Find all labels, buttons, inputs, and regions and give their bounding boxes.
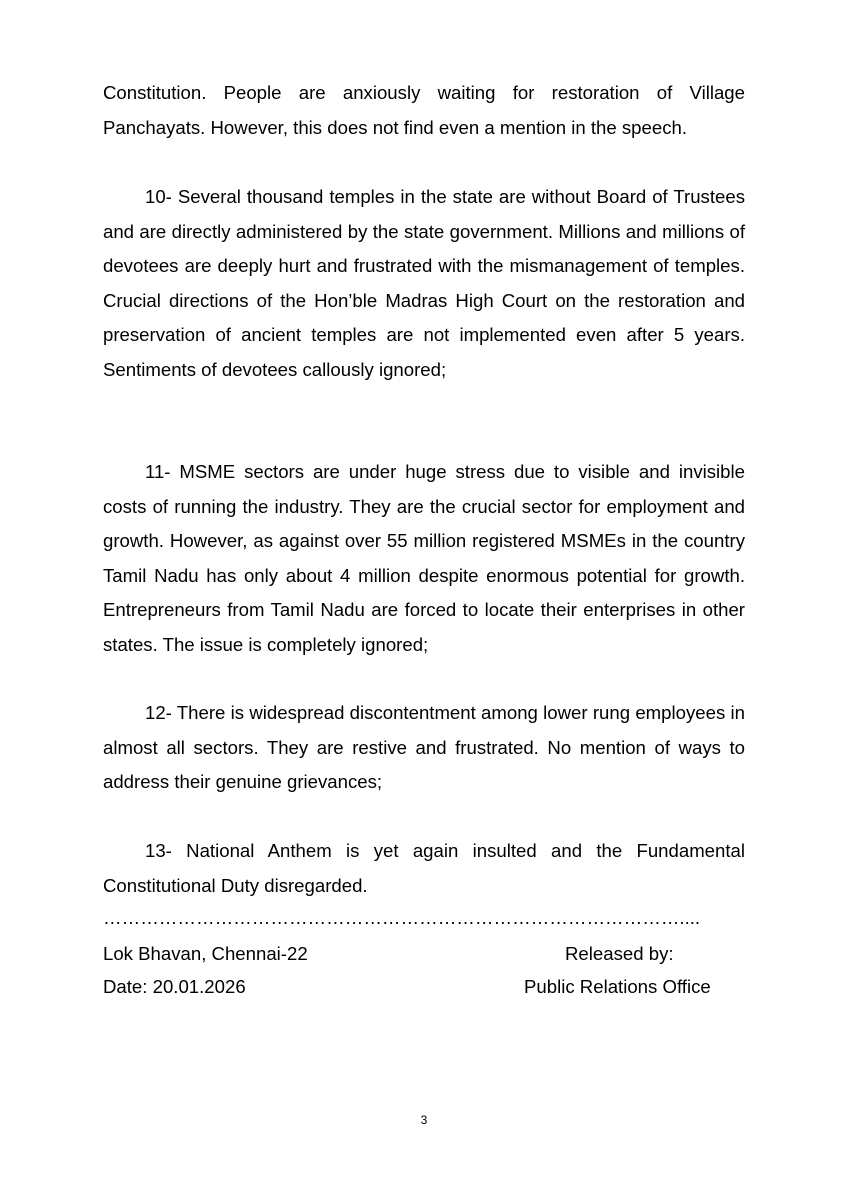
paragraph-continuation: Constitution. People are anxiously waiting for restoration of Village Panchayats. However, this does not find even a mention in the speech. [103, 82, 745, 138]
paragraph-item-12: 12- There is widespread discontentment among lower rung employees in almost all sectors. They are restive and frustrated. No mention of ways to address their genuine grievances; [103, 702, 745, 792]
footer-date: Date: 20.01.2026 [103, 976, 246, 997]
paragraph-item-10: 10- Several thousand temples in the state are without Board of Trustees and are directly administered by the state government. Millions and millions of devotees are deeply hurt and frustrated with the mismanagement of temples. Crucial directions of the Hon’ble Madras High Court on the restoration and preservation of ancient temples are not implemented even after 5 years. Sentiments of devotees callously ignored; [103, 186, 745, 380]
footer-released-by: Released by: [565, 943, 674, 964]
footer-office: Public Relations Office [524, 976, 711, 997]
paragraph-item-13: 13- National Anthem is yet again insulted and the Fundamental Constitutional Duty disregarded. [103, 840, 745, 896]
dotted-separator: ………………………………………………………………………………….... [103, 907, 701, 928]
footer-place: Lok Bhavan, Chennai-22 [103, 943, 308, 964]
page-number: 3 [420, 1113, 428, 1127]
paragraph-item-11: 11- MSME sectors are under huge stress due to visible and invisible costs of running the industry. They are the crucial sector for employment and growth. However, as against over 55 million registered MSMEs in the country Tamil Nadu has only about 4 million despite enormous potential for growth. Entrepreneurs from Tamil Nadu are forced to locate their enterprises in other states. The issue is completely ignored; [103, 461, 745, 655]
